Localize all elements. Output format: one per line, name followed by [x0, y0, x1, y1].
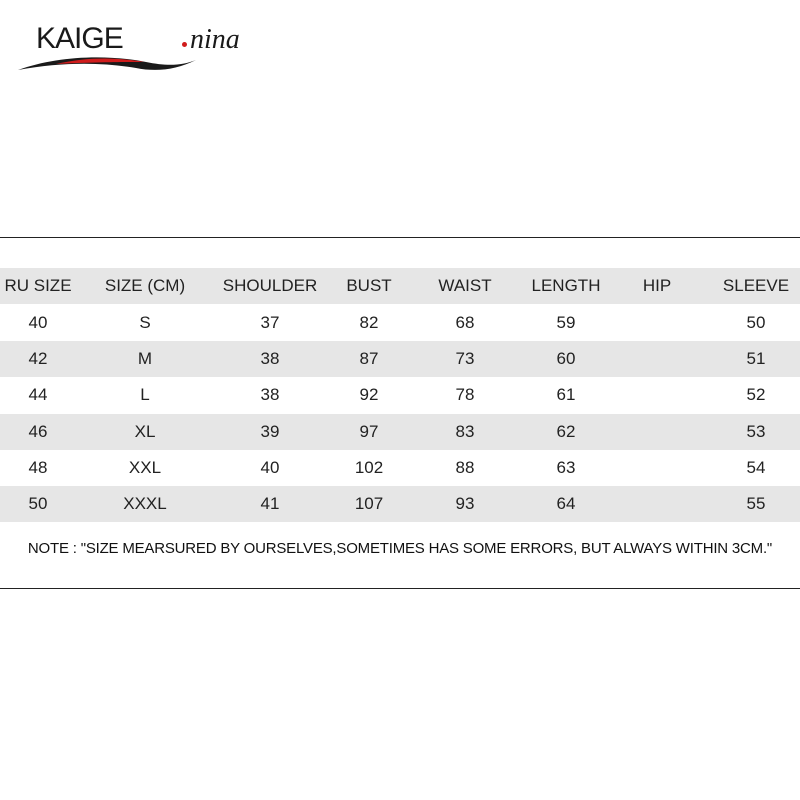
header-waist: WAIST: [438, 276, 492, 295]
cell-size-cm: XXL: [128, 458, 162, 477]
table-header-row: [0, 268, 800, 304]
cell-shoulder: 38: [260, 385, 280, 404]
table-row: [0, 377, 800, 413]
cell-length: 63: [556, 458, 576, 477]
cell-bust: 87: [359, 349, 379, 368]
header-shoulder: SHOULDER: [222, 276, 318, 295]
cell-length: 61: [556, 385, 576, 404]
cell-sleeve: 53: [746, 422, 766, 441]
header-ru-size: RU SIZE: [4, 276, 72, 295]
cell-shoulder: 38: [260, 349, 280, 368]
header-length: LENGTH: [531, 276, 601, 295]
cell-bust: 82: [359, 313, 379, 332]
cell-size-cm: L: [140, 385, 150, 404]
header-sleeve: SLEEVE: [722, 276, 790, 295]
header-size-cm: SIZE (CM): [104, 276, 186, 295]
cell-sleeve: 54: [746, 458, 766, 477]
cell-size-cm: XL: [134, 422, 156, 441]
cell-ru-size: 44: [28, 385, 48, 404]
cell-waist: 83: [455, 422, 475, 441]
cell-ru-size: 40: [28, 313, 48, 332]
cell-shoulder: 39: [260, 422, 280, 441]
table-row: [0, 414, 800, 450]
cell-sleeve: 55: [746, 494, 766, 513]
cell-waist: 88: [455, 458, 475, 477]
cell-bust: 92: [359, 385, 379, 404]
cell-length: 64: [556, 494, 576, 513]
logo-wordmark: KAIGE: [36, 22, 123, 55]
table-row: [0, 305, 800, 341]
cell-length: 60: [556, 349, 576, 368]
header-hip: HIP: [642, 276, 672, 295]
cell-shoulder: 41: [260, 494, 280, 513]
table-row: [0, 486, 800, 522]
cell-size-cm: XXXL: [123, 494, 167, 513]
cell-size-cm: M: [137, 349, 153, 368]
cell-bust: 97: [359, 422, 379, 441]
cell-ru-size: 50: [28, 494, 48, 513]
table-row: [0, 341, 800, 377]
cell-sleeve: 51: [746, 349, 766, 368]
logo-subtext: nina: [190, 24, 240, 55]
brand-logo: [16, 18, 256, 78]
cell-ru-size: 46: [28, 422, 48, 441]
cell-sleeve: 50: [746, 313, 766, 332]
cell-ru-size: 48: [28, 458, 48, 477]
cell-waist: 73: [455, 349, 475, 368]
header-bust: BUST: [346, 276, 392, 295]
cell-sleeve: 52: [746, 385, 766, 404]
cell-length: 62: [556, 422, 576, 441]
cell-waist: 68: [455, 313, 475, 332]
cell-waist: 93: [455, 494, 475, 513]
cell-shoulder: 37: [260, 313, 280, 332]
size-note: NOTE : "SIZE MEARSURED BY OURSELVES,SOMETIMES HAS SOME ERRORS, BUT ALWAYS WITHIN 3CM.": [27, 540, 773, 557]
cell-size-cm: S: [139, 313, 151, 332]
cell-length: 59: [556, 313, 576, 332]
cell-shoulder: 40: [260, 458, 280, 477]
cell-bust: 102: [354, 458, 384, 477]
cell-ru-size: 42: [28, 349, 48, 368]
cell-waist: 78: [455, 385, 475, 404]
logo-dot: [182, 42, 187, 47]
size-chart: [0, 237, 800, 589]
table-row: [0, 450, 800, 486]
cell-bust: 107: [354, 494, 384, 513]
